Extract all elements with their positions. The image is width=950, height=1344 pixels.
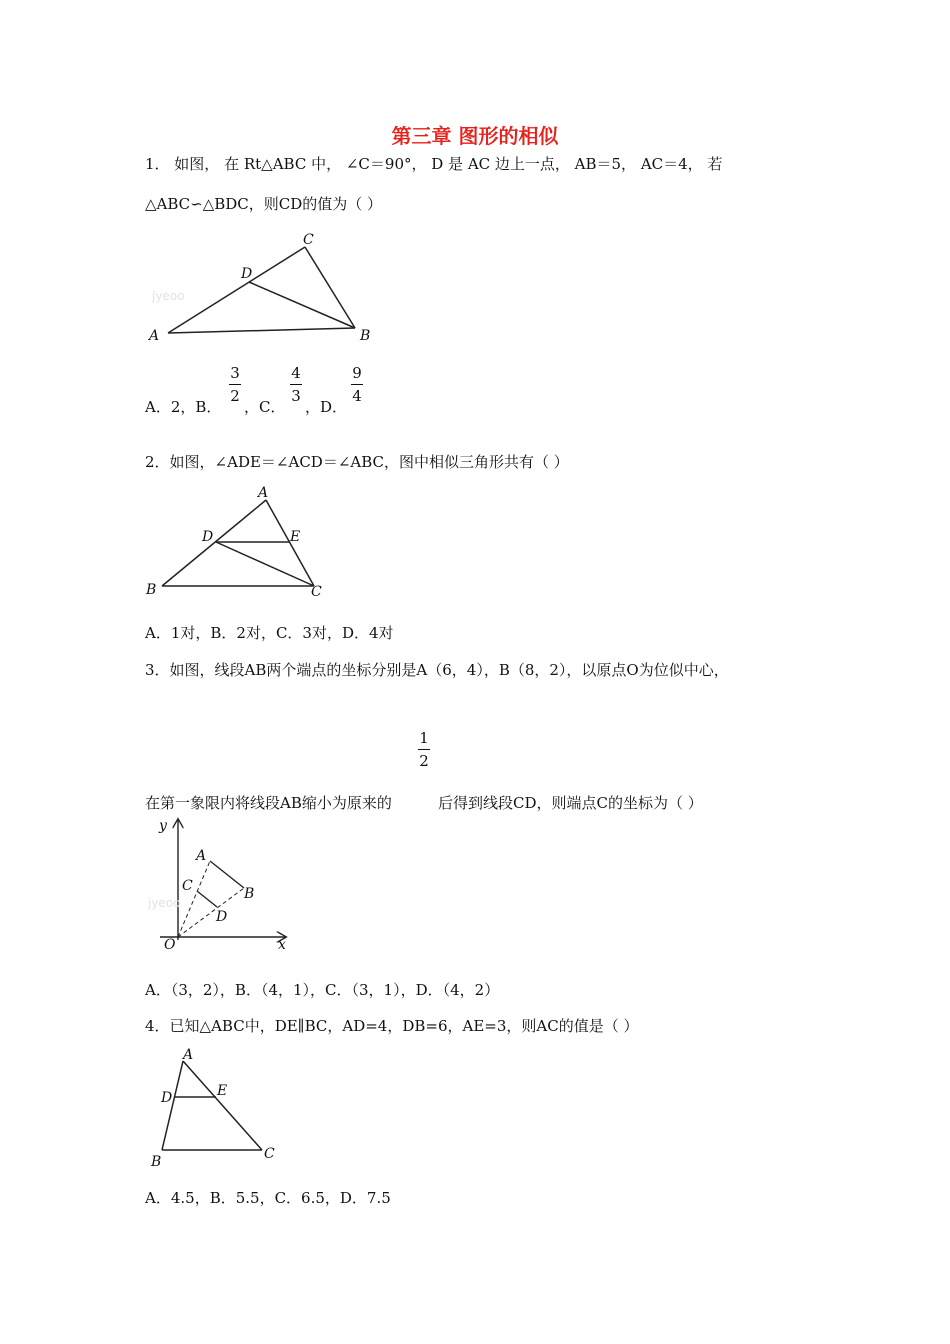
q3-dashed-ob: [178, 888, 244, 937]
q4-options: A．4.5，B．5.5，C．6.5，D．7.5: [145, 1189, 391, 1207]
q3-stem-line2-pre: 在第一象限内将线段AB缩小为原来的: [145, 794, 392, 812]
q2-segment-dc: [216, 542, 314, 586]
q3-label-a: A: [196, 848, 207, 864]
q2-label-d: D: [202, 529, 214, 545]
q3-label-x: x: [278, 937, 286, 953]
q1-fraction-c-den: 3: [291, 387, 301, 405]
q3-options: A．（3，2），B．（4，1），C．（3，1），D．（4，2）: [145, 981, 500, 999]
q3-fraction: [418, 729, 430, 770]
q1-fraction-b-den: 2: [230, 387, 240, 405]
q1-segment-db: [249, 282, 355, 328]
q1-stem-line1: 1． 如图， 在 Rt△ABC 中， ∠C＝90°， D 是 AC 边上一点， AB＝5， AC＝4， 若: [145, 155, 723, 173]
fraction-bar: [290, 384, 302, 385]
q3-label-d: D: [216, 909, 228, 925]
page-title: 第三章 图形的相似: [391, 124, 559, 148]
q4-label-c: C: [264, 1146, 275, 1162]
q3-fraction-den: 2: [419, 752, 429, 770]
q3-fraction-num: 1: [419, 729, 429, 747]
q3-segment-ab: [210, 861, 244, 888]
q1-stem-line2: △ABC∽△BDC，则CD的值为（ ）: [145, 195, 383, 213]
q3-stem-line1: 3．如图，线段AB两个端点的坐标分别是A（6，4），B（8，2），以原点O为位似中心，: [145, 661, 729, 679]
q1-fraction-c-num: 4: [291, 364, 301, 382]
q1-fraction-c: [290, 364, 302, 405]
q1-fraction-b: [229, 364, 241, 405]
q3-segment-cd: [197, 891, 217, 907]
q3-stem-line2-post: 后得到线段CD，则端点C的坐标为（ ）: [438, 794, 703, 812]
q4-label-e: E: [217, 1083, 228, 1099]
q4-segment-ac: [183, 1061, 262, 1150]
q3-figure: [140, 808, 300, 962]
q3-label-b: B: [244, 886, 255, 902]
q2-label-c: C: [311, 584, 322, 600]
fraction-bar: [351, 384, 363, 385]
q1-option-a-prefix: A．2，B．: [145, 398, 222, 416]
q3-label-c: C: [182, 878, 193, 894]
fraction-bar: [418, 749, 430, 750]
q1-fraction-b-num: 3: [230, 364, 240, 382]
q4-figure: [145, 1042, 295, 1171]
q2-options: A．1对，B．2对，C．3对，D．4对: [145, 624, 394, 642]
q1-label-b: B: [360, 328, 371, 344]
q1-fraction-d-den: 4: [352, 387, 362, 405]
watermark: jyeoo: [152, 289, 185, 303]
q3-dashed-oa: [178, 861, 210, 937]
q1-fraction-d: [351, 364, 363, 405]
q1-fraction-d-num: 9: [352, 364, 362, 382]
q4-label-d: D: [161, 1090, 173, 1106]
q1-label-c: C: [303, 232, 314, 248]
watermark: jyeoo: [148, 896, 181, 910]
q2-label-e: E: [290, 529, 301, 545]
q4-stem: 4．已知△ABC中，DE∥BC，AD=4，DB=6，AE=3，则AC的值是（ ）: [145, 1017, 639, 1035]
q1-option-d-prefix: ，D．: [305, 398, 348, 416]
q2-label-b: B: [146, 582, 157, 598]
q1-segment-ab: [168, 328, 355, 333]
q2-stem: 2．如图，∠ADE＝∠ACD＝∠ABC，图中相似三角形共有（ ）: [145, 453, 569, 471]
q1-option-c-prefix: ，C．: [244, 398, 286, 416]
q2-figure: [140, 480, 340, 609]
q1-segment-cb: [305, 247, 355, 328]
q1-label-a: A: [149, 328, 160, 344]
q2-label-a: A: [258, 485, 269, 501]
q4-label-b: B: [151, 1154, 162, 1167]
fraction-bar: [229, 384, 241, 385]
q2-segment-ab: [162, 500, 266, 586]
q3-label-o: O: [164, 937, 176, 953]
q1-segment-ac: [168, 247, 305, 333]
q4-label-a: A: [183, 1047, 194, 1063]
q3-label-y: y: [159, 818, 167, 834]
q1-label-d: D: [241, 266, 253, 282]
